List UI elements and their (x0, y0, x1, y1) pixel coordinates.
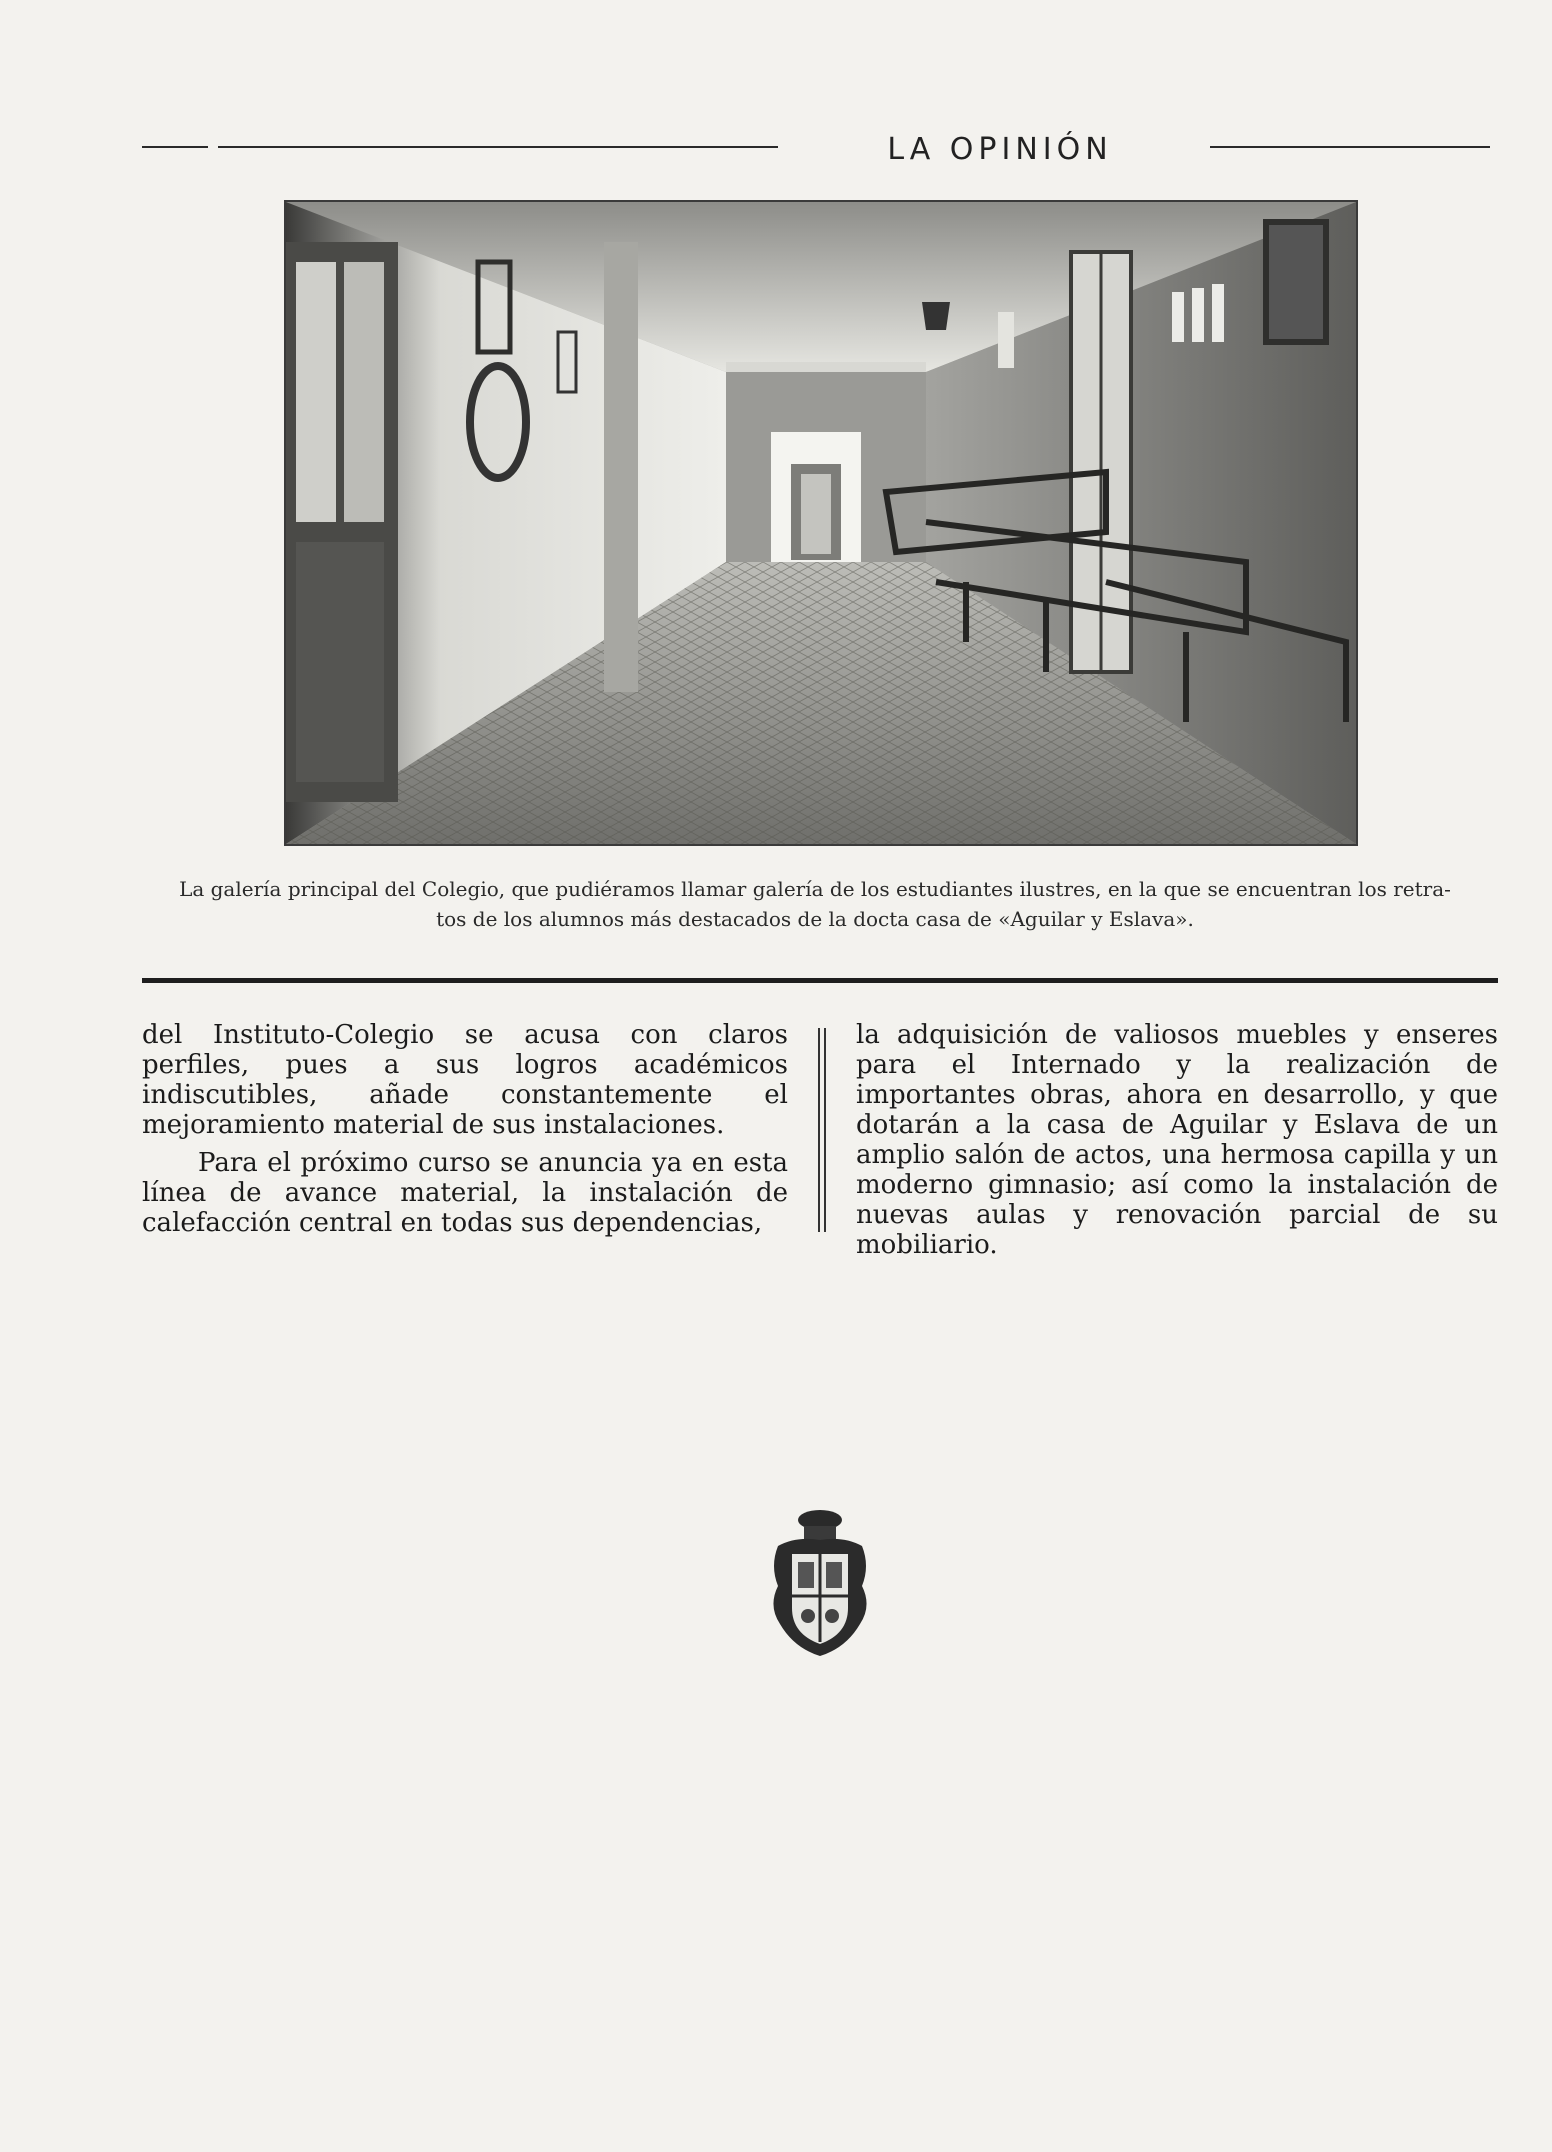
article-paragraph: Para el próximo curso se anuncia ya en esta línea de avance material, la instalación de calefacción central en todas sus dependencias, (142, 1148, 788, 1238)
header-rule-right (1210, 146, 1490, 148)
header-rule-left-short (142, 146, 208, 148)
corridor-photograph (284, 200, 1358, 846)
masthead-title: LA OPINIÓN (887, 132, 1113, 167)
coat-of-arms-icon (764, 1506, 876, 1658)
column-separator (824, 1028, 826, 1232)
section-divider (142, 978, 1498, 983)
column-separator (818, 1028, 820, 1232)
photo-caption (130, 874, 1500, 934)
header-rule-left (218, 146, 778, 148)
article-paragraph: del Instituto-Colegio se acusa con claros perfiles, pues a sus logros académicos indiscutibles, añade constantemente el mejoramiento material de sus instalaciones. (142, 1020, 788, 1140)
caption-line-1: La galería principal del Colegio, que pudiéramos llamar galería de los estudiantes ilustres, en la que se encuentran los retra- (179, 877, 1451, 901)
article-paragraph: la adquisición de valiosos muebles y enseres para el Internado y la realización de importantes obras, ahora en desarrollo, y que dotarán a la casa de Aguilar y Eslava de un amplio salón de actos, una hermosa capilla y un moderno gimnasio; así como la instalación de nuevas aulas y renovación parcial de su mobiliario. (856, 1020, 1498, 1260)
caption-line-2: tos de los alumnos más destacados de la docta casa de «Aguilar y Eslava». (436, 907, 1194, 931)
article-column-left (142, 1020, 788, 1246)
article-column-right (856, 1020, 1498, 1268)
